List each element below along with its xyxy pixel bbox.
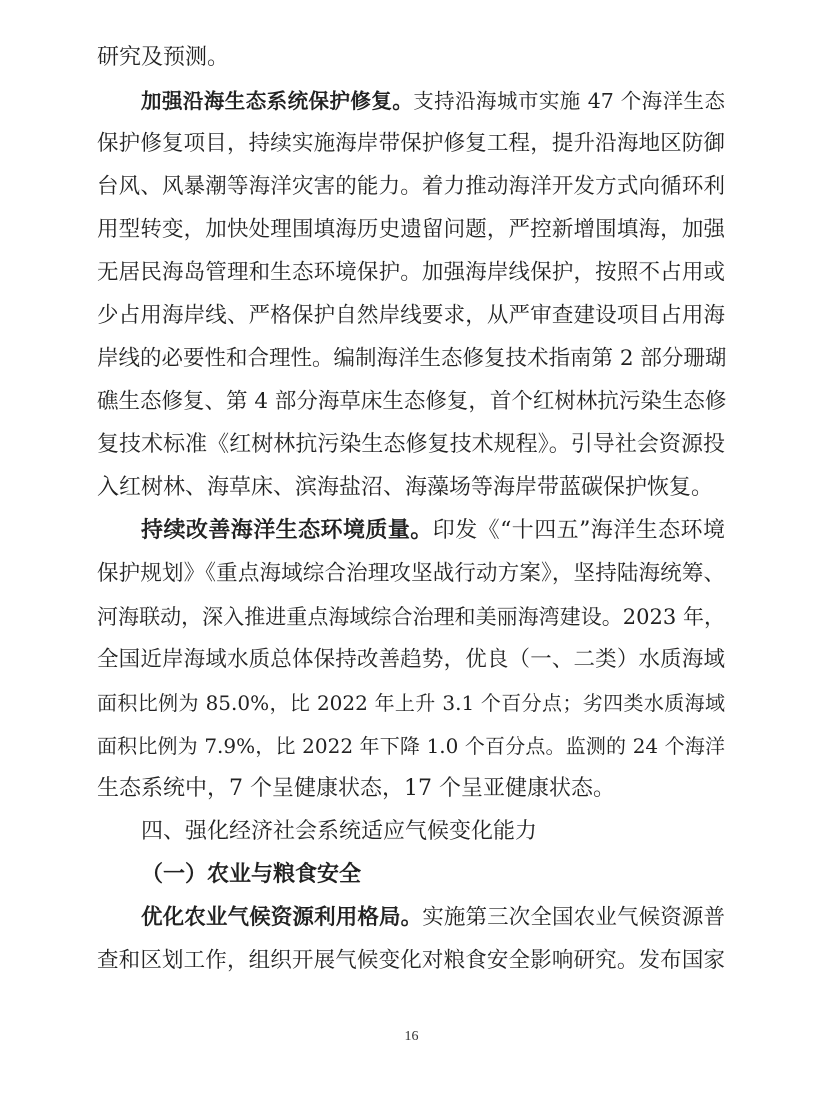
text-line: 台风、风暴潮等海洋灾害的能力。着力推动海洋开发方式向循环利	[97, 174, 725, 199]
text-line: 保护规划》《重点海域综合治理攻坚战行动方案》，坚持陆海统筹、	[97, 561, 725, 586]
paragraph-heading-line: 优化农业气候资源利用格局。实施第三次全国农业气候资源普	[141, 905, 725, 930]
text-line: 研究及预测。	[97, 45, 230, 70]
text-line: 面积比例为 7.9%，比 2022 年下降 1.0 个百分点。监测的 24 个海洋	[97, 734, 725, 758]
subsection-heading: （一）农业与粮食安全	[141, 862, 362, 887]
text-line: 河海联动，深入推进重点海域综合治理和美丽海湾建设。2023 年，	[97, 605, 725, 629]
text-line: 无居民海岛管理和生态环境保护。加强海岸线保护，按照不占用或	[97, 260, 725, 285]
text-line: 用型转变，加快处理围填海历史遗留问题，严控新增围填海，加强	[97, 217, 725, 242]
text-line: 生态系统中，7 个呈健康状态，17 个呈亚健康状态。	[97, 776, 615, 801]
paragraph-heading-line: 加强沿海生态系统保护修复。支持沿海城市实施 47 个海洋生态	[141, 89, 725, 113]
text-line: 入红树林、海草床、滨海盐沼、海藻场等海岸带蓝碳保护恢复。	[97, 475, 714, 500]
text-line: 岸线的必要性和合理性。编制海洋生态修复技术指南第 2 部分珊瑚	[97, 346, 727, 371]
text-line: 全国近岸海域水质总体保持改善趋势，优良（一、二类）水质海域	[97, 647, 725, 672]
section-heading: 四、强化经济社会系统适应气候变化能力	[141, 819, 538, 844]
text-line: 复技术标准《红树林抗污染生态修复技术规程》。引导社会资源投	[97, 432, 725, 457]
paragraph-lead: 持续改善海洋生态环境质量。	[141, 518, 433, 543]
paragraph-heading-line: 持续改善海洋生态环境质量。印发《“十四五”海洋生态环境	[141, 518, 725, 543]
text-line: 礁生态修复、第 4 部分海草床生态修复，首个红树林抗污染生态修	[97, 389, 727, 414]
page-number: 16	[404, 1029, 419, 1044]
text-line: 少占用海岸线、严格保护自然岸线要求，从严审查建设项目占用海	[97, 303, 725, 328]
text-line: 面积比例为 85.0%，比 2022 年上升 3.1 个百分点；劣四类水质海域	[97, 691, 725, 715]
paragraph-lead: 优化农业气候资源利用格局。	[141, 905, 423, 930]
text-line: 保护修复项目，持续实施海岸带保护修复工程，提升沿海地区防御	[97, 131, 725, 156]
paragraph-lead: 加强沿海生态系统保护修复。	[141, 89, 414, 113]
text-line: 查和区划工作，组织开展气候变化对粮食安全影响研究。发布国家	[97, 948, 725, 973]
